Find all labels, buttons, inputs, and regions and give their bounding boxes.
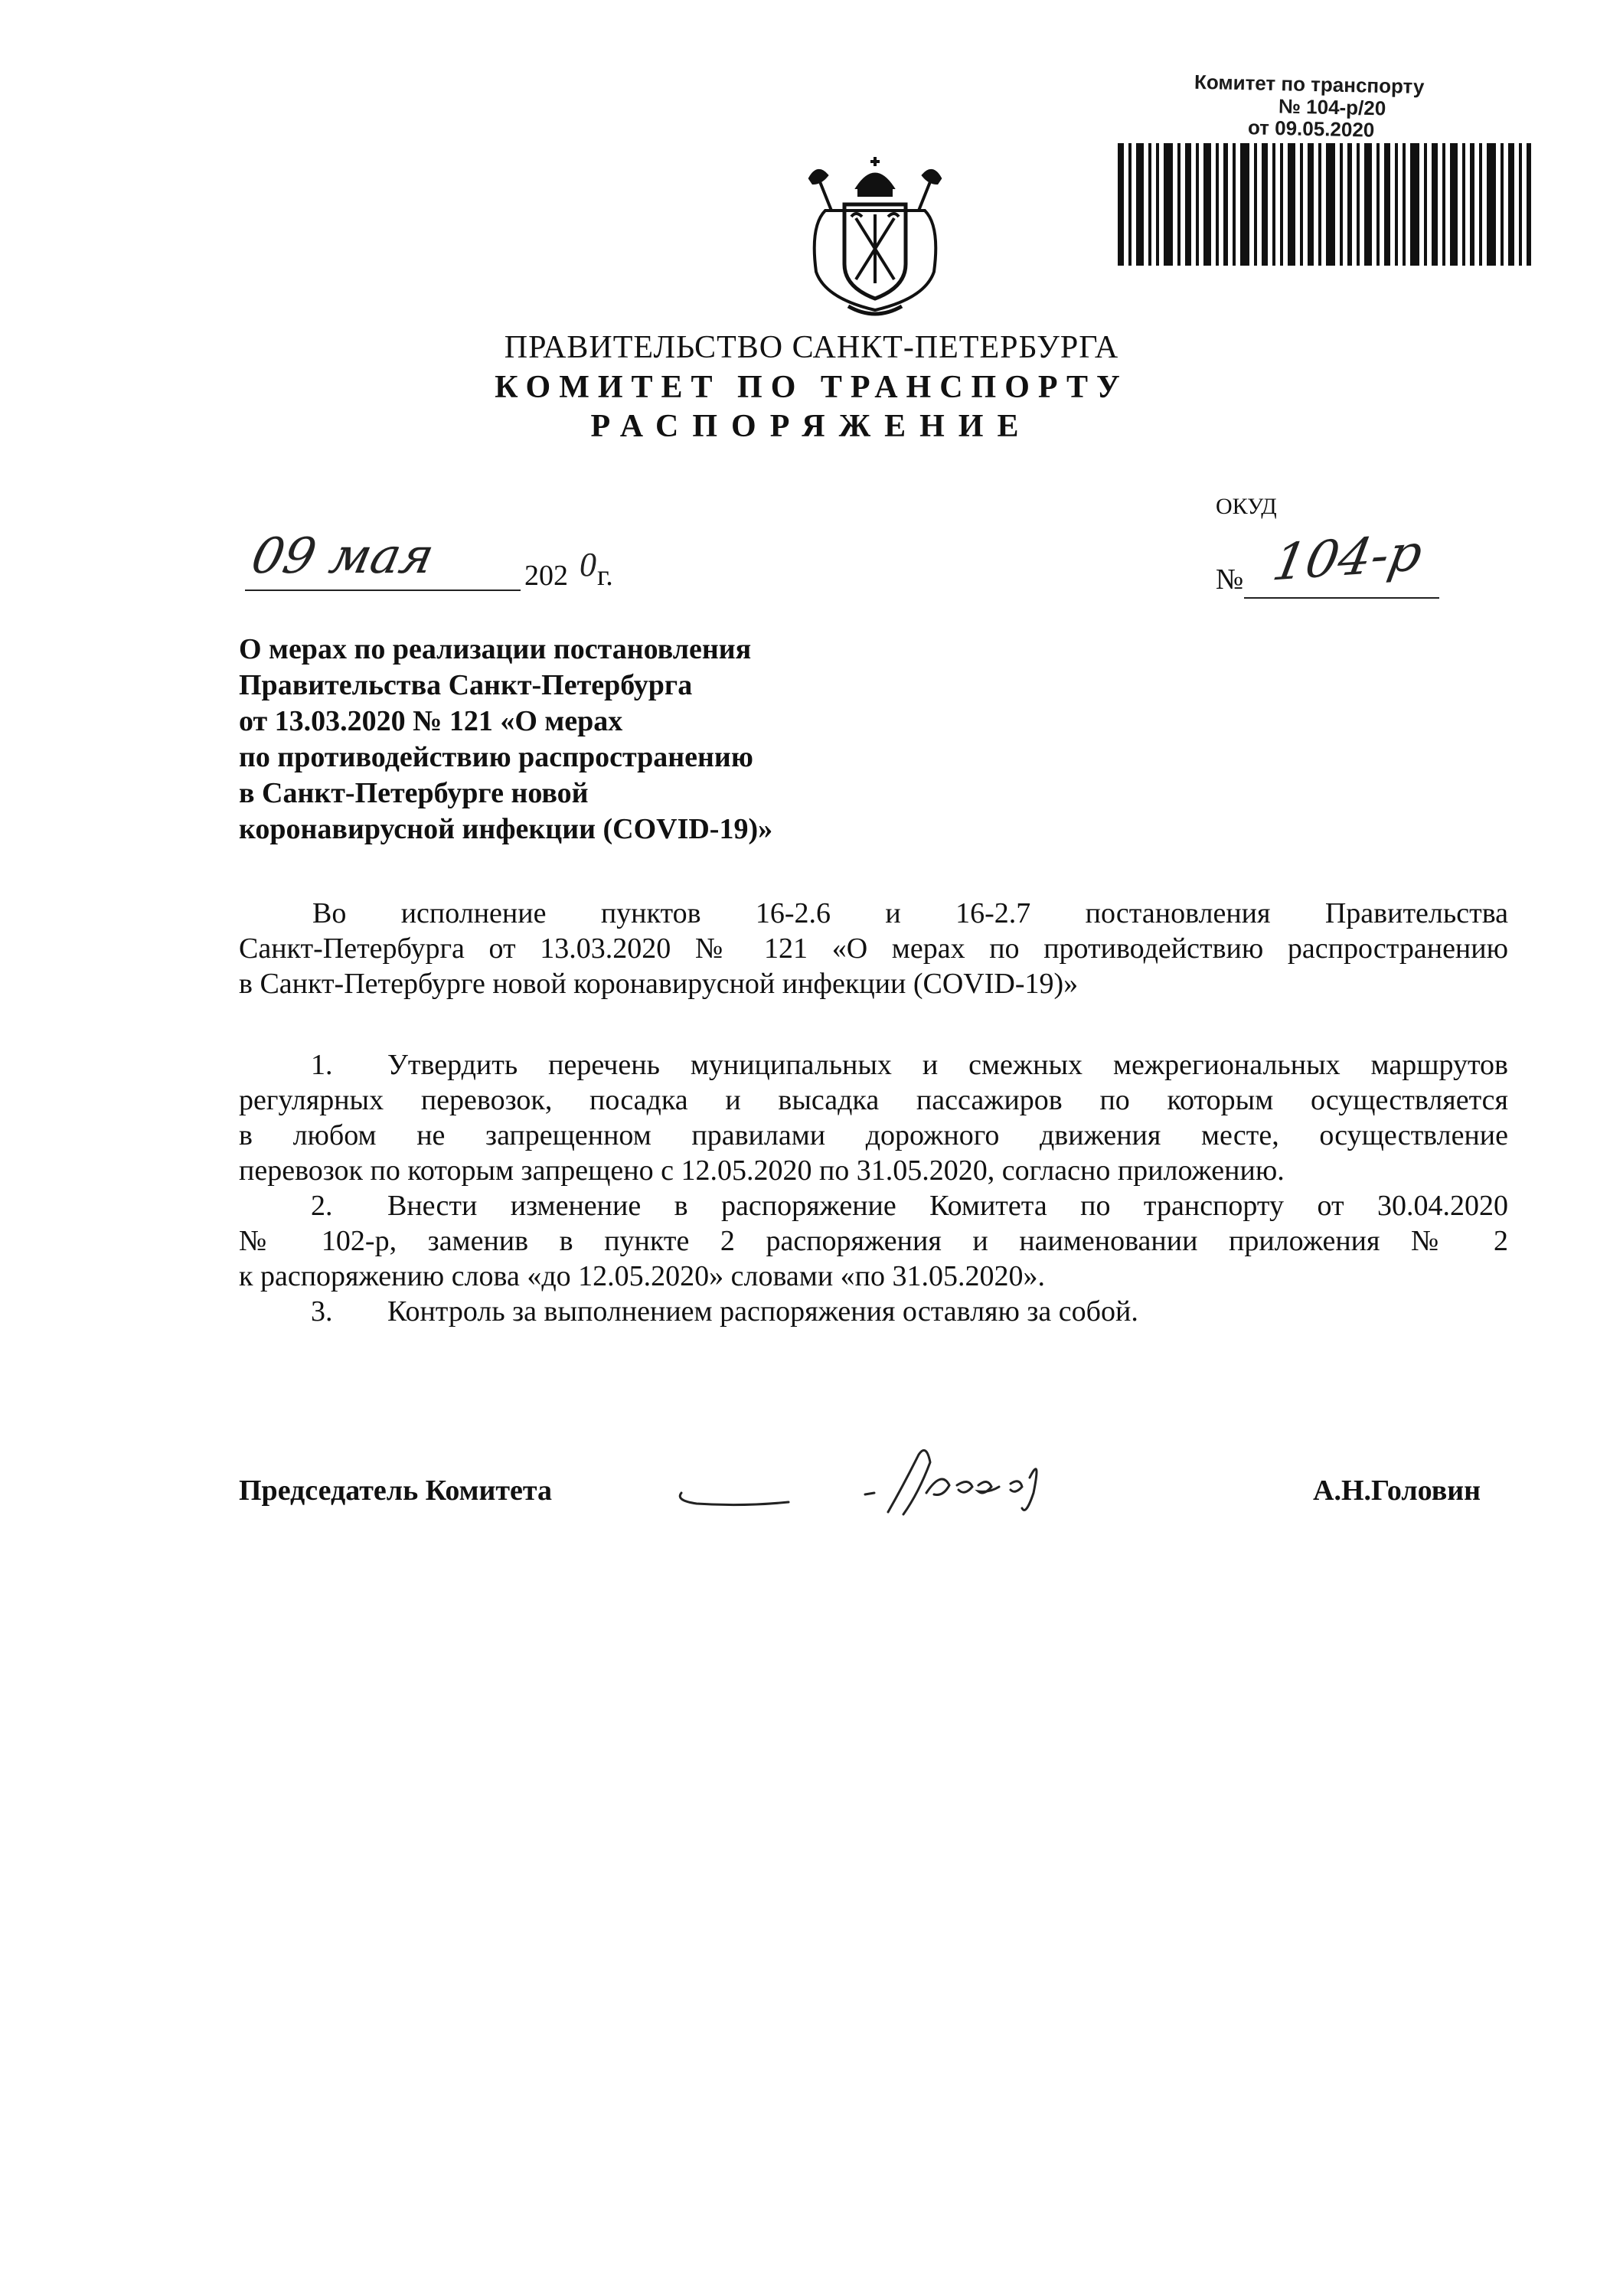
order-items bbox=[239, 1047, 1508, 1329]
stamp-number: № 104-р/20 bbox=[1278, 94, 1386, 120]
stamp-committee: Комитет по транспорту bbox=[1194, 70, 1425, 99]
barcode-icon bbox=[1118, 143, 1531, 269]
subject-line: в Санкт-Петербурге новой bbox=[239, 777, 589, 809]
order-type-header: РАСПОРЯЖЕНИЕ bbox=[590, 409, 1033, 444]
preamble-paragraph bbox=[239, 896, 1508, 1001]
subject-line: коронавирусной инфекции (COVID-19)» bbox=[239, 813, 773, 845]
item-line: в любом не запрещенном правилами дорожного движения месте, осуществление bbox=[239, 1119, 1508, 1151]
handwritten-signature-icon bbox=[674, 1439, 1164, 1531]
item-line: Внести изменение в распоряжение Комитета по транспорту от 30.04.2020 bbox=[387, 1190, 1508, 1222]
subject-line: Правительства Санкт-Петербурга bbox=[239, 669, 693, 701]
order-item-2 bbox=[239, 1188, 1508, 1294]
handwritten-date: 09 мая bbox=[247, 528, 439, 585]
item-number: 3. bbox=[311, 1295, 333, 1328]
item-line: к распоряжению слова «до 12.05.2020» словами «по 31.05.2020». bbox=[239, 1260, 1046, 1292]
item-number: 1. bbox=[311, 1049, 333, 1081]
subject-line: от 13.03.2020 № 121 «О мерах bbox=[239, 705, 623, 737]
item-number: 2. bbox=[311, 1190, 333, 1222]
order-item-3 bbox=[239, 1294, 1508, 1329]
handwritten-order-number: 104-р bbox=[1268, 523, 1427, 593]
date-year-suffix: г. bbox=[597, 560, 613, 592]
subject-line: по противодействию распространению bbox=[239, 741, 753, 773]
date-year-prefix: 202 bbox=[524, 560, 568, 592]
item-line: Контроль за выполнением распоряжения оставляю за собой. bbox=[387, 1295, 1138, 1328]
number-sign: № bbox=[1216, 563, 1244, 596]
signatory-name: А.Н.Головин bbox=[1313, 1475, 1481, 1507]
item-line: № 102-р, заменив в пункте 2 распоряжения и наименовании приложения № 2 bbox=[239, 1225, 1508, 1257]
committee-header: КОМИТЕТ ПО ТРАНСПОРТУ bbox=[495, 370, 1128, 405]
order-item-1 bbox=[239, 1047, 1508, 1188]
coat-of-arms-icon bbox=[795, 157, 955, 322]
subject-line: О мерах по реализации постановления bbox=[239, 633, 752, 665]
preamble-line: Санкт-Петербурга от 13.03.2020 № 121 «О мерах по противодействию распространению bbox=[239, 932, 1508, 965]
registration-stamp bbox=[1110, 70, 1554, 287]
preamble-line: в Санкт-Петербурге новой коронавирусной инфекции (COVID-19)» bbox=[239, 968, 1079, 1000]
item-line: регулярных перевозок, посадка и высадка пассажиров по которым осуществляется bbox=[239, 1084, 1508, 1116]
item-line: перевозок по которым запрещено с 12.05.2020 по 31.05.2020, согласно приложению. bbox=[239, 1155, 1285, 1187]
order-subject bbox=[239, 632, 928, 848]
signatory-title: Председатель Комитета bbox=[239, 1475, 553, 1507]
government-header: ПРАВИТЕЛЬСТВО САНКТ-ПЕТЕРБУРГА bbox=[504, 330, 1119, 365]
item-line: Утвердить перечень муниципальных и смежных межрегиональных маршрутов bbox=[387, 1049, 1508, 1081]
handwritten-year-digit: 0 bbox=[580, 546, 596, 583]
stamp-date: от 09.05.2020 bbox=[1247, 116, 1375, 142]
preamble-line: Во исполнение пунктов 16-2.6 и 16-2.7 постановления Правительства bbox=[312, 897, 1508, 929]
okud-label: ОКУД bbox=[1216, 494, 1277, 519]
